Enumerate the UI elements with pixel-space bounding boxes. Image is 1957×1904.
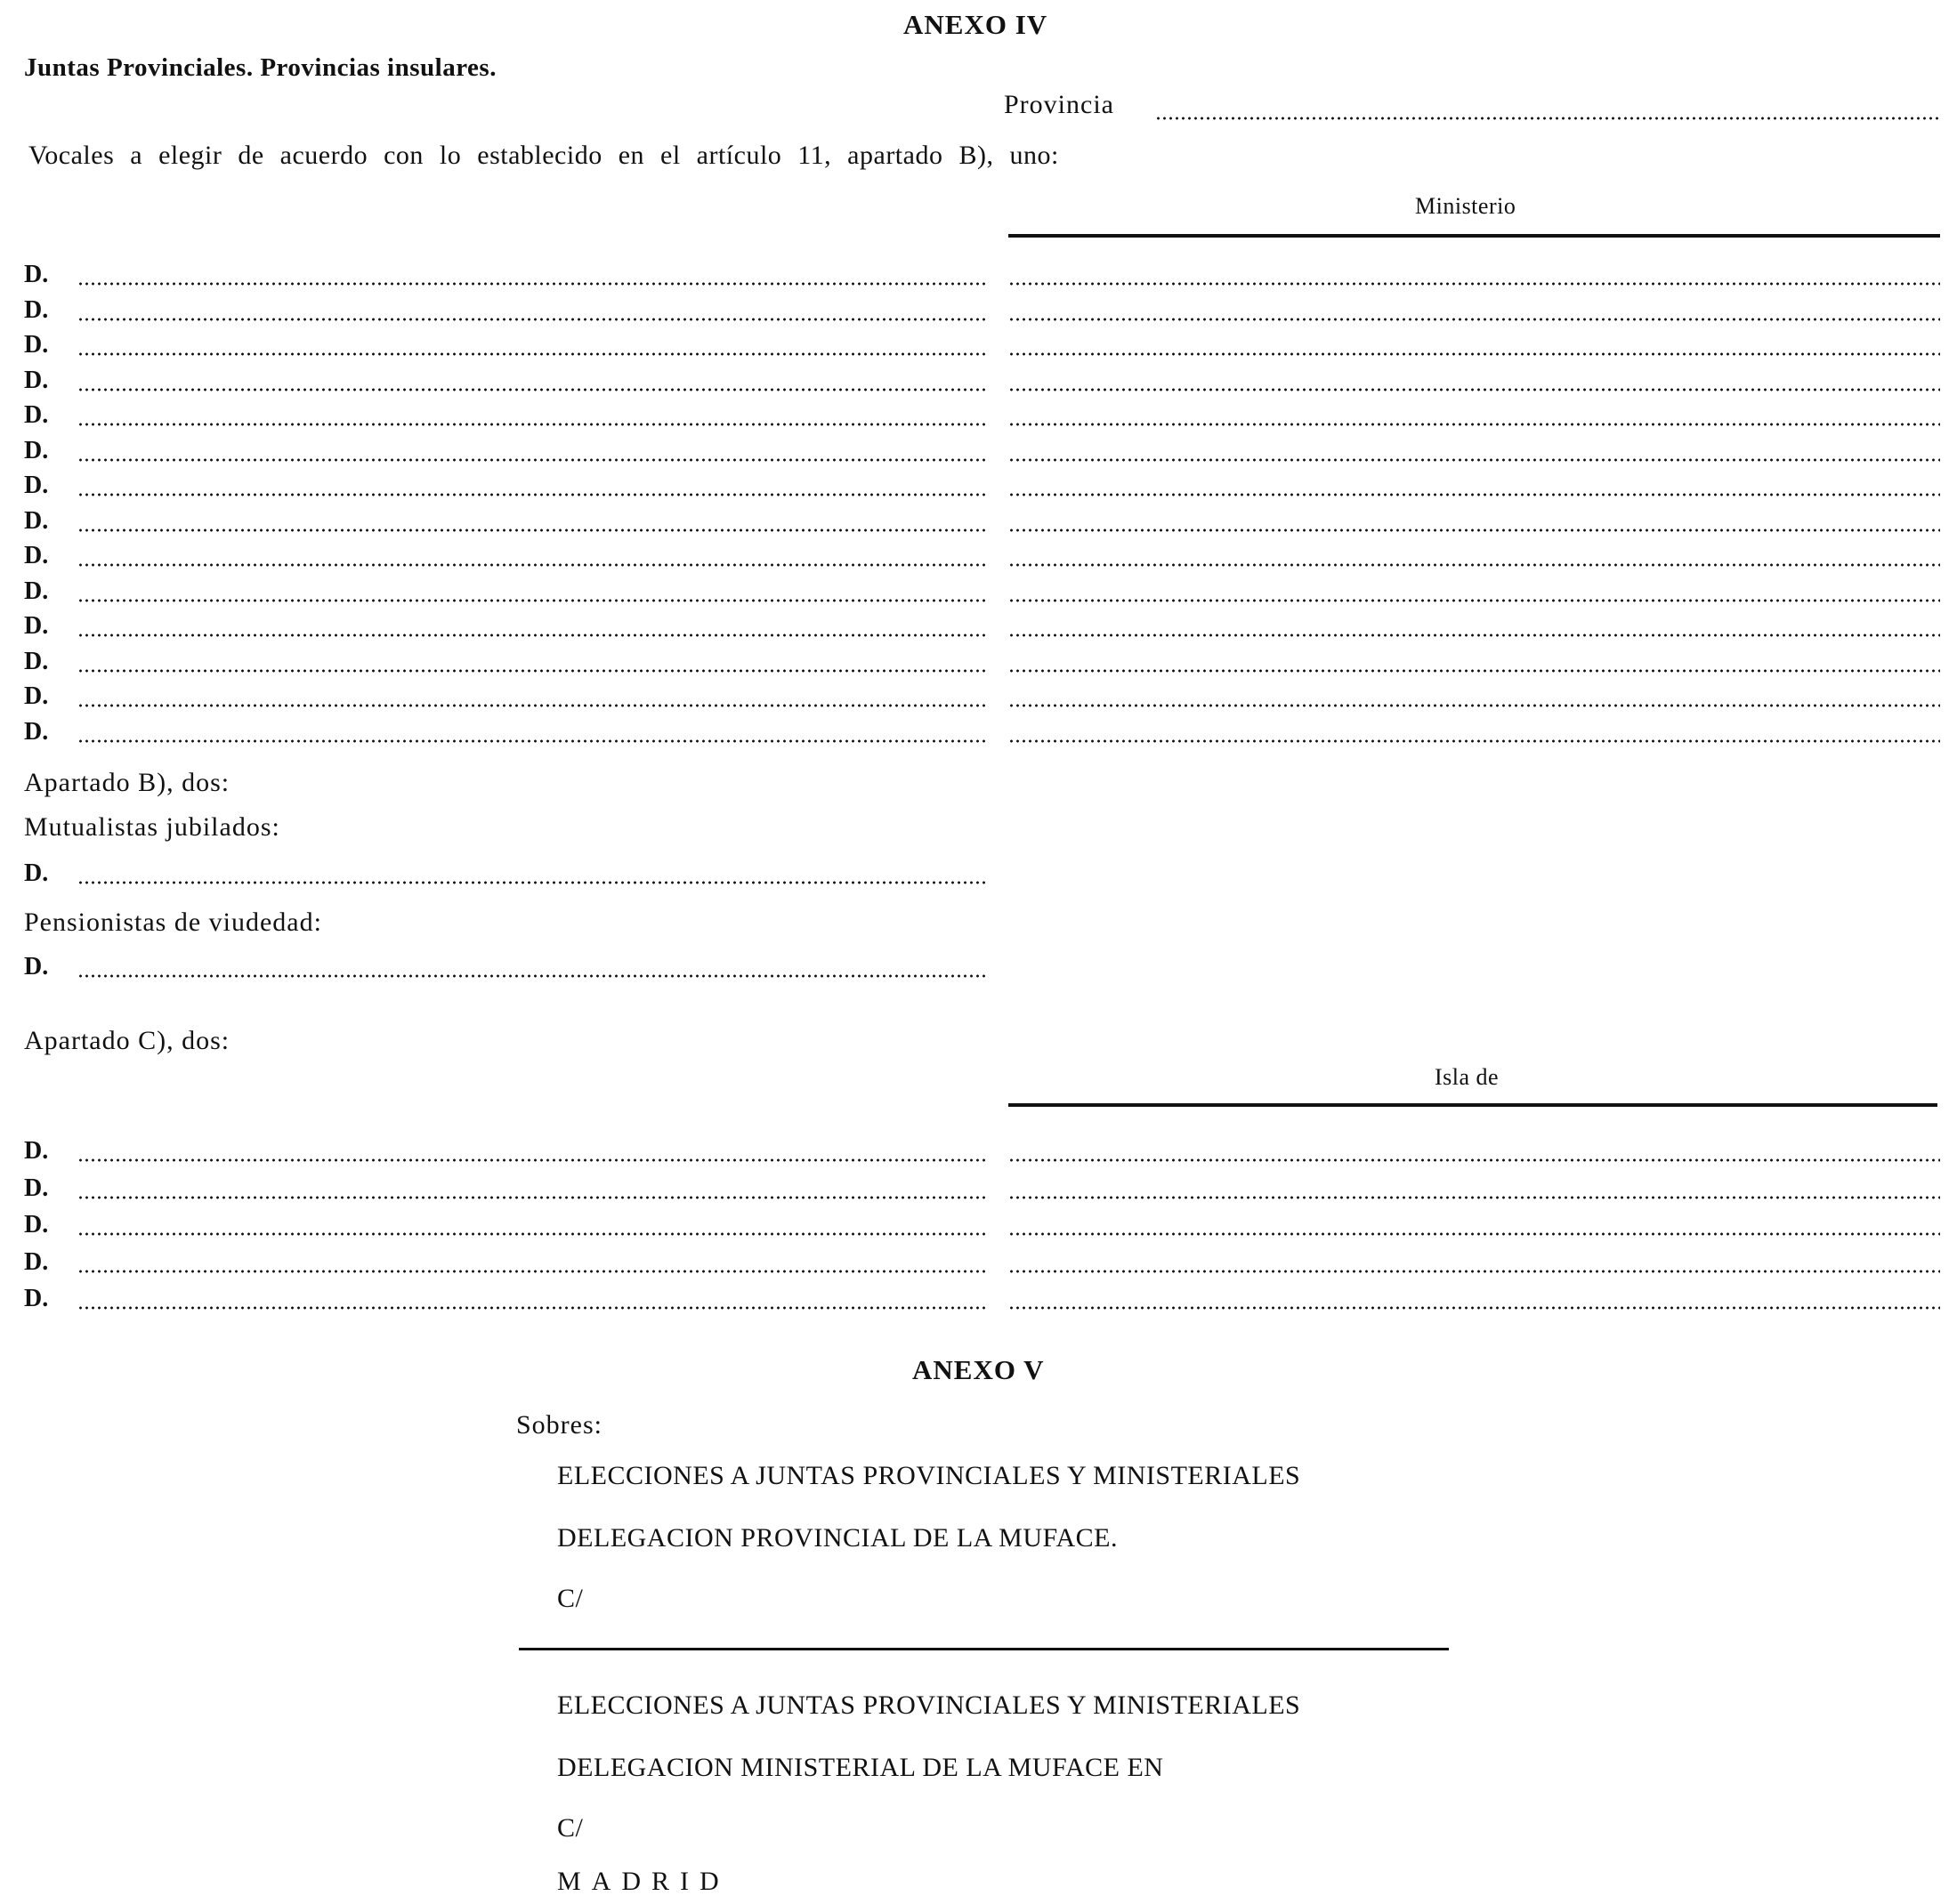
vocal-row[interactable] (24, 682, 1946, 716)
provincia-label: Provincia (1004, 90, 1114, 119)
envelope-1-line2: DELEGACION PROVINCIAL DE LA MUFACE. (557, 1523, 1118, 1553)
envelope-2-line2: DELEGACION MINISTERIAL DE LA MUFACE EN (557, 1753, 1164, 1782)
vocal-name-field[interactable] (77, 563, 985, 567)
anexo-iv-subtitle: Juntas Provinciales. Provincias insulares. (24, 53, 497, 82)
vocal-name-field[interactable] (77, 458, 985, 462)
vocal-name-field[interactable] (77, 669, 985, 673)
isla-name-field[interactable] (77, 1270, 985, 1273)
isla-row[interactable] (24, 1137, 1946, 1171)
apartado-c-dos: Apartado C), dos: (24, 1026, 230, 1055)
isla-org-field[interactable] (1008, 1196, 1940, 1199)
vocal-org-field[interactable] (1008, 318, 1940, 321)
envelope-1-line1: ELECCIONES A JUNTAS PROVINCIALES Y MINISTERIALES (557, 1461, 1301, 1490)
vocal-name-field[interactable] (77, 352, 985, 356)
isla-name-field[interactable] (77, 1158, 985, 1162)
vocal-row[interactable] (24, 577, 1946, 611)
vocal-org-field[interactable] (1008, 458, 1940, 462)
row-prefix: D. (24, 401, 49, 429)
vocal-name-field[interactable] (77, 739, 985, 743)
vocal-row[interactable] (24, 331, 1946, 365)
vocal-name-field[interactable] (77, 704, 985, 707)
row-prefix: D. (24, 953, 49, 980)
vocal-name-field[interactable] (77, 528, 985, 532)
row-prefix: D. (24, 577, 49, 605)
row-prefix: D. (24, 647, 49, 675)
envelope-2-line1: ELECCIONES A JUNTAS PROVINCIALES Y MINISTERIALES (557, 1690, 1301, 1720)
isla-row[interactable] (24, 1174, 1946, 1208)
envelope-2-line4: MADRID (557, 1867, 730, 1896)
apartado-b-dos: Apartado B), dos: (24, 768, 230, 797)
vocal-org-field[interactable] (1008, 282, 1940, 286)
row-prefix: D. (24, 1285, 49, 1312)
isla-rule (1008, 1103, 1937, 1107)
vocal-row[interactable] (24, 296, 1946, 330)
vocal-org-field[interactable] (1008, 563, 1940, 567)
vocal-row[interactable] (24, 612, 1946, 646)
row-prefix: D. (24, 1137, 49, 1165)
isla-header: Isla de (1435, 1064, 1500, 1090)
isla-name-field[interactable] (77, 1196, 985, 1199)
isla-row[interactable] (24, 1211, 1946, 1245)
mutualistas-label: Mutualistas jubilados: (24, 812, 280, 842)
vocal-row[interactable] (24, 367, 1946, 400)
row-prefix: D. (24, 542, 49, 569)
isla-name-field[interactable] (77, 1232, 985, 1236)
vocal-org-field[interactable] (1008, 669, 1940, 673)
vocal-org-field[interactable] (1008, 493, 1940, 496)
vocal-name-field[interactable] (77, 388, 985, 391)
row-prefix: D. (24, 859, 49, 887)
vocal-org-field[interactable] (1008, 633, 1940, 637)
vocal-row[interactable] (24, 261, 1946, 294)
row-prefix: D. (24, 1211, 49, 1238)
isla-row[interactable] (24, 1285, 1946, 1319)
row-prefix: D. (24, 612, 49, 640)
vocal-row[interactable] (24, 401, 1946, 435)
vocal-row[interactable] (24, 472, 1946, 505)
vocal-org-field[interactable] (1008, 528, 1940, 532)
vocal-org-field[interactable] (1008, 423, 1940, 426)
vocal-name-field[interactable] (77, 633, 985, 637)
isla-row[interactable] (24, 1248, 1946, 1282)
vocal-name-field[interactable] (77, 599, 985, 602)
row-prefix: D. (24, 436, 49, 464)
vocal-org-field[interactable] (1008, 352, 1940, 356)
ministerio-header: Ministerio (1415, 193, 1516, 219)
row-prefix: D. (24, 506, 49, 535)
vocal-org-field[interactable] (1008, 388, 1940, 391)
row-prefix: D. (24, 261, 49, 288)
vocal-row[interactable] (24, 542, 1946, 576)
mutualista-name-field[interactable] (77, 881, 985, 884)
vocal-name-field[interactable] (77, 318, 985, 321)
pensionista-row[interactable] (24, 953, 967, 987)
row-prefix: D. (24, 295, 49, 324)
vocal-org-field[interactable] (1008, 599, 1940, 602)
envelope-2-line3: C/ (557, 1813, 584, 1843)
isla-org-field[interactable] (1008, 1158, 1940, 1162)
row-prefix: D. (24, 331, 49, 359)
vocal-row[interactable] (24, 437, 1946, 471)
mutualista-row[interactable] (24, 859, 967, 893)
isla-name-field[interactable] (77, 1306, 985, 1310)
vocal-org-field[interactable] (1008, 704, 1940, 707)
provincia-field[interactable] (1155, 117, 1938, 120)
envelope-1-line3: C/ (557, 1584, 584, 1613)
envelope-divider (519, 1648, 1449, 1650)
isla-org-field[interactable] (1008, 1270, 1940, 1273)
vocal-name-field[interactable] (77, 493, 985, 496)
row-prefix: D. (24, 717, 49, 746)
anexo-v-title: ANEXO V (912, 1354, 1045, 1385)
vocal-row[interactable] (24, 648, 1946, 682)
row-prefix: D. (24, 1247, 49, 1276)
vocal-org-field[interactable] (1008, 739, 1940, 743)
row-prefix: D. (24, 366, 49, 394)
isla-org-field[interactable] (1008, 1232, 1940, 1236)
row-prefix: D. (24, 472, 49, 499)
row-prefix: D. (24, 682, 49, 710)
ministerio-rule (1008, 234, 1940, 238)
isla-org-field[interactable] (1008, 1306, 1940, 1310)
sobres-label: Sobres: (516, 1410, 602, 1440)
vocal-name-field[interactable] (77, 282, 985, 286)
pensionista-name-field[interactable] (77, 974, 985, 978)
vocal-name-field[interactable] (77, 423, 985, 426)
vocales-intro: Vocales a elegir de acuerdo con lo establecido en el artículo 11, apartado B), uno: (28, 141, 1059, 170)
anexo-iv-title: ANEXO IV (903, 9, 1048, 40)
row-prefix: D. (24, 1174, 49, 1202)
pensionistas-label: Pensionistas de viudedad: (24, 908, 322, 937)
vocal-row[interactable] (24, 507, 1946, 541)
vocal-row[interactable] (24, 718, 1946, 752)
